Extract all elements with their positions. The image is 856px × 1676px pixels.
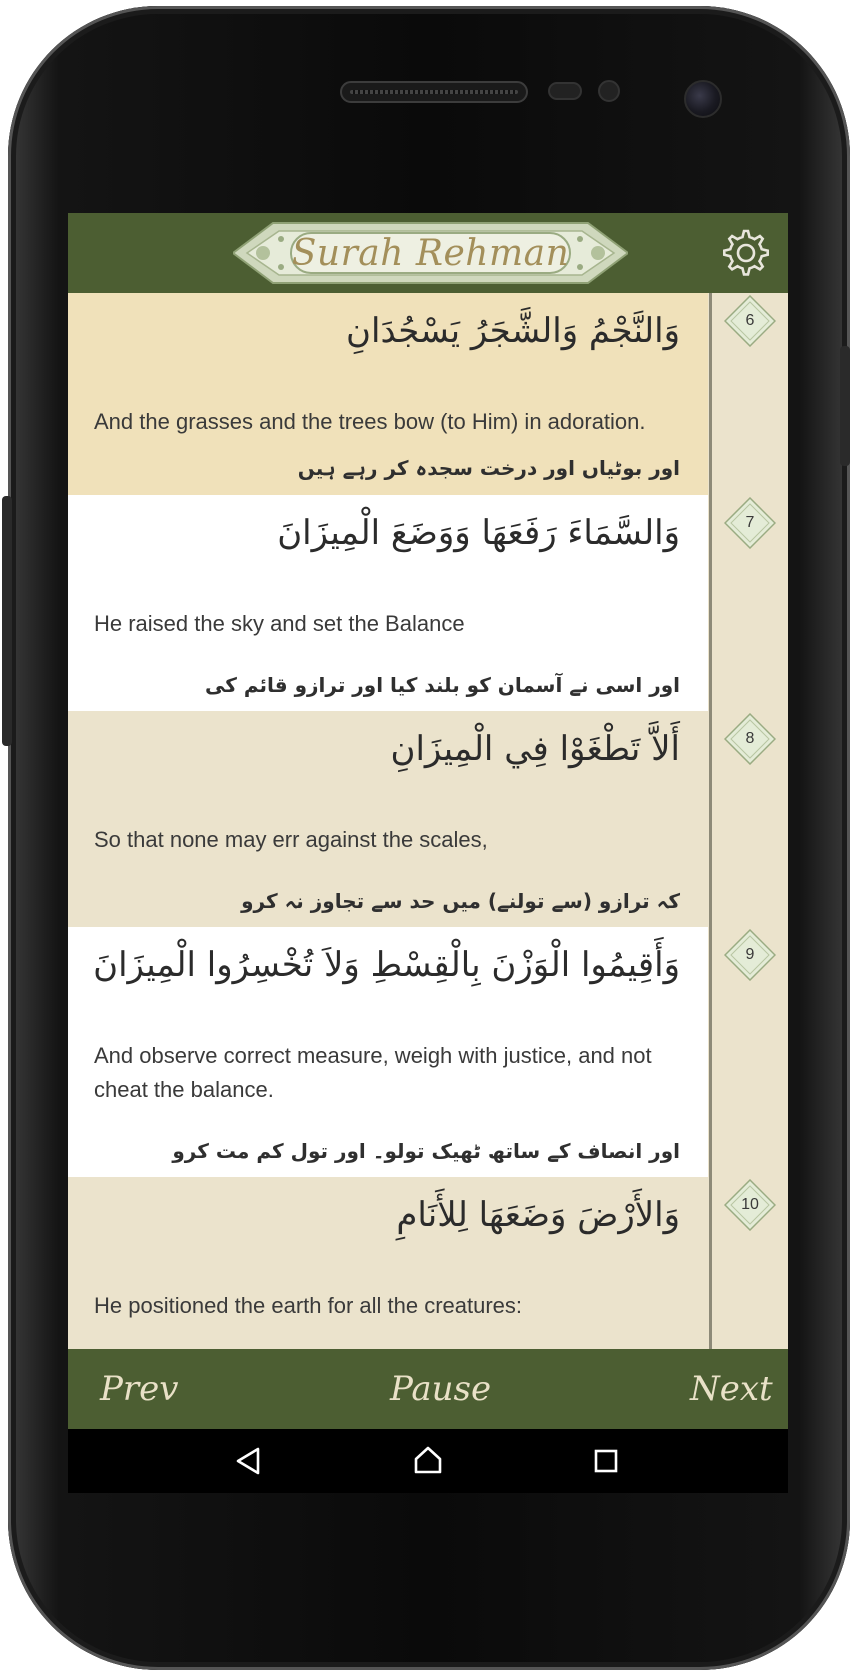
english-translation: And observe correct measure, weigh with justice, and not cheat the balance. xyxy=(94,1043,652,1102)
front-camera xyxy=(684,80,722,118)
volume-button xyxy=(2,496,12,746)
verse-number-badge xyxy=(724,295,776,347)
verse-row-9[interactable] xyxy=(68,927,708,1177)
verse-number-badge xyxy=(724,1179,776,1231)
urdu-translation: اور انصاف کے ساتھ ٹھیک تولو۔ اور تول کم مت کرو xyxy=(172,1139,680,1163)
home-icon[interactable] xyxy=(412,1444,444,1476)
app-title: Surah Rehman xyxy=(291,232,570,274)
power-button xyxy=(840,346,850,466)
english-translation: He raised the sky and set the Balance xyxy=(94,611,465,636)
system-navigation-bar xyxy=(68,1429,788,1493)
verse-row-7[interactable] xyxy=(68,495,708,711)
verse-number-badge xyxy=(724,497,776,549)
verse-number: 7 xyxy=(745,514,755,531)
arabic-text: أَلاَّ تَطْغَوْا فِي الْمِيزَانِ xyxy=(390,729,680,769)
arabic-text: وَالنَّجْمُ وَالشَّجَرُ يَسْجُدَانِ xyxy=(346,311,680,351)
earpiece-speaker xyxy=(340,81,528,103)
arabic-text: وَالأَرْضَ وَضَعَهَا لِلأَنَامِ xyxy=(396,1195,680,1235)
proximity-sensor xyxy=(548,82,582,100)
verse-row-6[interactable] xyxy=(68,293,708,495)
verse-row-8[interactable] xyxy=(68,711,708,927)
gear-icon[interactable] xyxy=(718,225,774,281)
verse-number-badge xyxy=(724,713,776,765)
verse-number: 8 xyxy=(745,730,755,747)
verse-number: 6 xyxy=(745,312,755,329)
app-screen xyxy=(68,213,788,1493)
recents-square-icon[interactable] xyxy=(592,1447,620,1475)
english-translation: He positioned the earth for all the creatures: xyxy=(94,1293,523,1318)
urdu-translation: اور بوٹیاں اور درخت سجدہ کر رہے ہیں xyxy=(297,456,680,480)
urdu-translation: کہ ترازو (سے تولنے) میں حد سے تجاوز نہ کرو xyxy=(241,889,680,913)
urdu-translation: اور اسی نے آسمان کو بلند کیا اور ترازو قائم کی xyxy=(204,673,680,697)
back-triangle-icon[interactable] xyxy=(234,1446,264,1476)
next-button[interactable]: Next xyxy=(690,1349,773,1429)
arabic-text: وَالسَّمَاءَ رَفَعَهَا وَوَضَعَ الْمِيزَانَ xyxy=(277,513,680,553)
playback-controls xyxy=(68,1349,788,1429)
title-banner xyxy=(233,219,628,287)
verse-row-10[interactable] xyxy=(68,1177,708,1349)
verse-number-badge xyxy=(724,929,776,981)
verse-number: 10 xyxy=(741,1196,759,1213)
english-translation: So that none may err against the scales, xyxy=(94,827,488,852)
verse-list[interactable] xyxy=(68,293,788,1349)
verse-number: 9 xyxy=(745,946,755,963)
light-sensor xyxy=(598,80,620,102)
pause-button[interactable]: Pause xyxy=(390,1349,491,1429)
app-header xyxy=(68,213,788,293)
prev-button[interactable]: Prev xyxy=(100,1349,178,1429)
arabic-text: وَأَقِيمُوا الْوَزْنَ بِالْقِسْطِ وَلاَ تُخْسِرُوا الْمِيزَانَ xyxy=(93,945,680,985)
english-translation: And the grasses and the trees bow (to Him) in adoration. xyxy=(94,409,646,434)
